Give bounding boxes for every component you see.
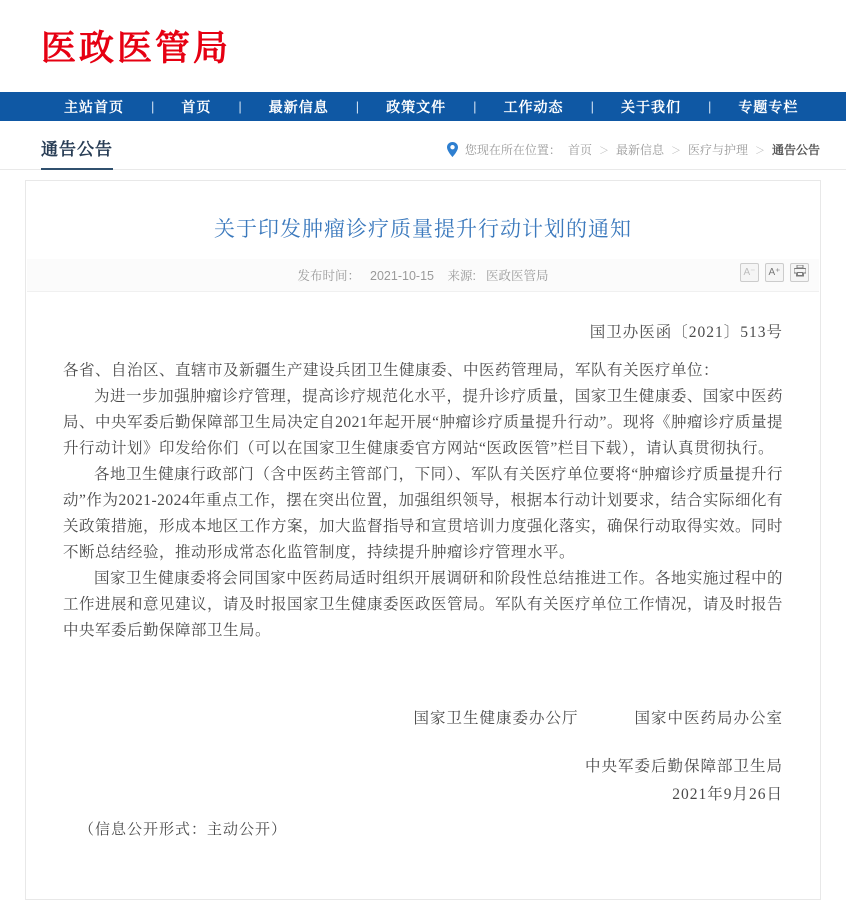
signature-org-nhc: 国家卫生健康委办公厅 <box>413 710 579 727</box>
signature-row <box>63 706 783 728</box>
nav-item-about-us[interactable]: 关于我们 <box>620 98 681 115</box>
disclosure-footnote: （信息公开形式：主动公开） <box>79 822 288 838</box>
nav-item-work-updates[interactable]: 工作动态 <box>503 98 564 115</box>
paragraph: 为进一步加强肿瘤诊疗管理，提高诊疗规范化水平，提升诊疗质量，国家卫生健康委、国家中医药局、中央军委后勤保障部卫生局决定自2021年起开展“肿瘤诊疗质量提升行动”。现将《肿瘤诊疗质量提升行动计划》印发给你们（可以在国家卫生健康委官方网站“医政医管”栏目下载），请认真贯彻执行。 <box>63 388 783 457</box>
nav-item-policy-documents[interactable]: 政策文件 <box>386 98 447 115</box>
nav-separator: | <box>151 99 155 114</box>
section-title: 通告公告 <box>41 135 113 170</box>
breadcrumb-item-latest-news[interactable]: 最新信息 <box>615 143 664 157</box>
breadcrumb-item-medical-nursing[interactable]: 医疗与护理 <box>687 143 748 157</box>
breadcrumb-separator: ＞ <box>598 146 609 157</box>
breadcrumb <box>447 141 820 169</box>
publish-time-value: 2021-10-15 <box>370 269 434 283</box>
font-decrease-button[interactable]: A⁻ <box>740 263 759 282</box>
source-value: 医政医管局 <box>485 269 549 283</box>
article-body <box>63 358 783 644</box>
printer-icon <box>794 265 806 280</box>
article-toolbar <box>740 263 809 282</box>
site-header <box>0 0 846 92</box>
signature-org-tcm: 国家中医药局办公室 <box>634 710 783 727</box>
breadcrumb-row <box>0 121 846 170</box>
breadcrumb-current: 通告公告 <box>771 143 820 157</box>
nav-separator: | <box>707 99 712 114</box>
nav-separator: | <box>473 99 477 114</box>
source-label: 来源: <box>447 269 476 283</box>
breadcrumb-separator: ＞ <box>754 146 765 157</box>
main-nav <box>0 92 846 121</box>
font-increase-button[interactable]: A⁺ <box>765 263 784 282</box>
publish-time-label: 发布时间： <box>297 269 361 283</box>
paragraph: 国家卫生健康委将会同国家中医药局适时组织开展调研和阶段性总结推进工作。各地实施过程中的工作进展和意见建议，请及时报国家卫生健康委医政医管局。军队有关医疗单位工作情况，请及时报告中央军委后勤保障部卫生局。 <box>63 570 784 639</box>
nav-separator: | <box>590 99 594 114</box>
article-meta <box>27 259 819 292</box>
site-logo[interactable]: 医政医管局 <box>41 29 232 68</box>
article-title: 关于印发肿瘤诊疗质量提升行动计划的通知 <box>214 218 632 241</box>
signature-date: 2021年9月26日 <box>672 786 783 803</box>
article-container <box>25 180 821 900</box>
breadcrumb-item-home[interactable]: 首页 <box>567 143 592 157</box>
nav-item-home[interactable]: 首页 <box>181 98 212 115</box>
nav-item-main-home[interactable]: 主站首页 <box>64 98 124 115</box>
document-number: 国卫办医函〔2021〕513号 <box>589 324 783 341</box>
breadcrumb-prefix: 您现在所在位置： <box>464 143 561 157</box>
nav-item-special-topics[interactable]: 专题专栏 <box>738 98 799 115</box>
nav-separator: | <box>238 99 242 114</box>
print-button[interactable] <box>790 263 809 282</box>
nav-item-latest-news[interactable]: 最新信息 <box>268 98 329 115</box>
nav-separator: | <box>355 99 360 114</box>
breadcrumb-separator: ＞ <box>670 146 681 157</box>
location-pin-icon <box>447 142 458 157</box>
signature-org-military: 中央军委后勤保障部卫生局 <box>584 758 783 775</box>
paragraph-salutation: 各省、自治区、直辖市及新疆生产建设兵团卫生健康委、中医药管理局，军队有关医疗单位： <box>63 362 720 379</box>
paragraph: 各地卫生健康行政部门（含中医药主管部门，下同）、军队有关医疗单位要将“肿瘤诊疗质量提升行动”作为2021-2024年重点工作，摆在突出位置，加强组织领导，根据本行动计划要求，结合实际细化有关政策措施，形成本地区工作方案，加大监督指导和宣贯培训力度强化落实，确保行动取得实效。同时不断总结经验，推动形成常态化监管制度，持续提升肿瘤诊疗管理水平。 <box>63 466 784 561</box>
